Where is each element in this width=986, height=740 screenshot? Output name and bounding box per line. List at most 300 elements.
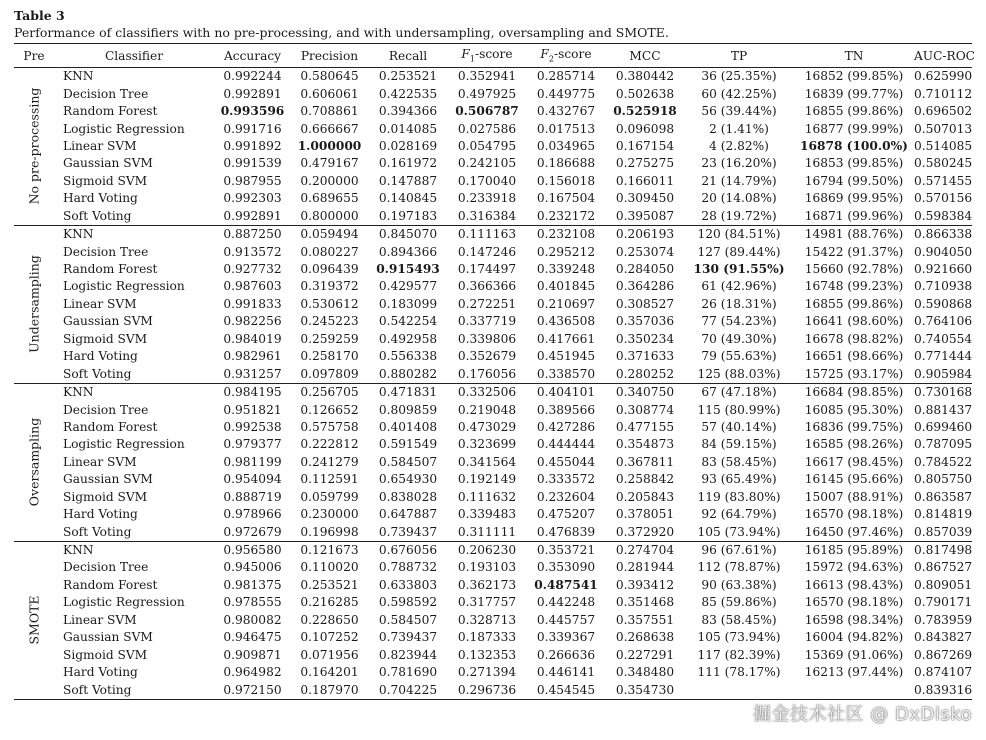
cell-tp: 111 (78.17%) xyxy=(697,665,781,680)
cell-f1-score: 0.147246 xyxy=(457,244,517,259)
cell-tp: 4 (2.82%) xyxy=(709,138,769,153)
cell-auc-roc: 0.867269 xyxy=(914,647,973,662)
cell-f2-score: 0.232172 xyxy=(536,208,596,223)
cell-accuracy: 0.992538 xyxy=(223,419,282,434)
cell-f1-score: 0.170040 xyxy=(457,173,517,188)
cell-mcc: 0.275275 xyxy=(615,156,675,171)
cell-mcc: 0.258842 xyxy=(615,472,675,487)
cell-tn: 16684 (98.85%) xyxy=(804,385,904,400)
cell-precision: 0.689655 xyxy=(300,191,359,206)
cell-f2-score: 0.186688 xyxy=(536,156,596,171)
cell-recall: 0.647887 xyxy=(378,507,438,522)
cell-recall: 0.598592 xyxy=(378,595,438,610)
cell-mcc: 0.274704 xyxy=(615,543,675,558)
cell-auc-roc: 0.839316 xyxy=(914,682,973,697)
cell-recall: 0.704225 xyxy=(378,682,438,697)
cell-recall: 0.584507 xyxy=(378,612,438,627)
cell-f1-score: 0.271394 xyxy=(457,665,517,680)
cell-f1-score: 0.111632 xyxy=(457,489,517,504)
table-row xyxy=(14,577,972,594)
cell-accuracy: 0.992303 xyxy=(223,191,282,206)
f1-base: F xyxy=(461,47,470,62)
cell-f2-score: 0.446141 xyxy=(536,665,596,680)
cell-auc-roc: 0.514085 xyxy=(914,138,973,153)
cell-accuracy: 0.982256 xyxy=(223,314,282,329)
cell-mcc: 0.477155 xyxy=(615,419,675,434)
header-classifier: Classifier xyxy=(104,48,164,63)
cell-precision: 0.258170 xyxy=(300,349,359,364)
cell-recall: 0.823944 xyxy=(378,647,438,662)
cell-precision: 0.121673 xyxy=(300,543,359,558)
cell-tp: 79 (55.63%) xyxy=(701,349,777,364)
cell-auc-roc: 0.866338 xyxy=(914,227,973,242)
cell-classifier: Random Forest xyxy=(63,262,158,277)
cell-f2-score: 0.338570 xyxy=(536,366,596,381)
cell-f1-score: 0.323699 xyxy=(457,437,517,452)
cell-tn: 16748 (99.23%) xyxy=(804,279,904,294)
cell-f1-score: 0.111163 xyxy=(457,227,517,242)
cell-precision: 0.530612 xyxy=(300,296,359,311)
cell-recall: 0.739437 xyxy=(378,630,438,645)
group-1 xyxy=(14,225,972,383)
cell-tp: 20 (14.08%) xyxy=(701,191,777,206)
cell-tn xyxy=(794,681,914,699)
table-row xyxy=(14,454,972,471)
cell-mcc: 0.364286 xyxy=(615,279,675,294)
cell-tn: 16185 (95.89%) xyxy=(804,543,904,558)
group-label-cell xyxy=(14,541,54,699)
cell-f1-score: 0.339483 xyxy=(457,507,517,522)
cell-tn: 16585 (98.26%) xyxy=(804,437,904,452)
cell-mcc: 0.308774 xyxy=(615,402,675,417)
table-row xyxy=(14,190,972,207)
cell-recall: 0.492958 xyxy=(378,331,438,346)
cell-precision: 0.164201 xyxy=(300,665,359,680)
cell-f2-score: 0.339367 xyxy=(536,630,596,645)
cell-f1-score: 0.187333 xyxy=(457,630,517,645)
cell-accuracy: 0.992891 xyxy=(223,86,282,101)
header-recall: Recall xyxy=(388,48,428,63)
cell-recall: 0.147887 xyxy=(378,173,438,188)
cell-precision: 0.126652 xyxy=(300,402,359,417)
cell-precision: 0.107252 xyxy=(300,630,359,645)
cell-auc-roc: 0.710938 xyxy=(914,279,973,294)
cell-f2-score: 0.353090 xyxy=(536,560,596,575)
cell-precision: 0.253521 xyxy=(300,577,359,592)
cell-mcc: 0.280252 xyxy=(615,366,675,381)
table-label: Table 3 xyxy=(14,8,65,23)
group-label: Oversampling xyxy=(26,418,42,507)
cell-mcc: 0.227291 xyxy=(615,647,675,662)
table-row xyxy=(14,173,972,190)
cell-auc-roc: 0.863587 xyxy=(914,489,973,504)
cell-classifier: Decision Tree xyxy=(63,402,149,417)
cell-precision: 0.666667 xyxy=(300,121,359,136)
cell-recall: 0.140845 xyxy=(378,191,438,206)
cell-f2-score: 0.451945 xyxy=(536,349,596,364)
watermark: 掘金技术社区 @ DxDlsko xyxy=(753,704,972,725)
cell-f2-score: 0.167504 xyxy=(536,191,596,206)
cell-accuracy: 0.979377 xyxy=(223,437,282,452)
cell-f2-score: 0.401845 xyxy=(536,279,596,294)
cell-f2-score: 0.449775 xyxy=(536,86,596,101)
cell-auc-roc: 0.783959 xyxy=(914,612,973,627)
group-label: SMOTE xyxy=(26,595,42,645)
cell-accuracy: 0.991833 xyxy=(223,296,282,311)
cell-tn: 16570 (98.18%) xyxy=(804,595,904,610)
cell-accuracy: 0.951821 xyxy=(223,402,282,417)
cell-classifier: Gaussian SVM xyxy=(63,472,153,487)
cell-tn: 16877 (99.99%) xyxy=(804,121,904,136)
group-label: Undersampling xyxy=(26,255,42,354)
cell-tp: 117 (82.39%) xyxy=(697,647,781,662)
cell-mcc: 0.395087 xyxy=(615,208,675,223)
cell-auc-roc: 0.843827 xyxy=(914,630,973,645)
cell-classifier: Decision Tree xyxy=(63,244,149,259)
cell-f1-score: 0.506787 xyxy=(455,104,519,119)
cell-f1-score: 0.206230 xyxy=(457,543,517,558)
cell-tp: 23 (16.20%) xyxy=(701,156,777,171)
header-precision: Precision xyxy=(300,48,359,63)
cell-tn: 16839 (99.77%) xyxy=(804,86,904,101)
cell-tp: 83 (58.45%) xyxy=(701,454,777,469)
cell-tn: 16678 (98.82%) xyxy=(804,331,904,346)
table-row xyxy=(14,243,972,260)
cell-tn: 16853 (99.85%) xyxy=(804,156,904,171)
cell-f2-score: 0.156018 xyxy=(536,173,596,188)
cell-recall: 0.781690 xyxy=(378,665,438,680)
cell-mcc: 0.371633 xyxy=(615,349,675,364)
cell-classifier: Linear SVM xyxy=(63,612,137,627)
cell-auc-roc: 0.571455 xyxy=(914,173,973,188)
cell-recall: 0.028169 xyxy=(378,138,438,153)
cell-tp: 90 (63.38%) xyxy=(701,577,777,592)
cell-mcc: 0.351468 xyxy=(615,595,675,610)
cell-f2-score: 0.436508 xyxy=(536,314,596,329)
f2-base: F xyxy=(540,47,549,62)
cell-auc-roc: 0.817498 xyxy=(914,543,973,558)
cell-tn: 16836 (99.75%) xyxy=(804,419,904,434)
cell-recall: 0.556338 xyxy=(378,349,438,364)
cell-auc-roc: 0.790171 xyxy=(914,595,973,610)
cell-accuracy: 0.931257 xyxy=(223,366,282,381)
table-row xyxy=(14,383,972,401)
cell-classifier: Logistic Regression xyxy=(63,121,185,136)
table-row xyxy=(14,664,972,681)
table-row xyxy=(14,68,972,86)
cell-tp: 26 (18.31%) xyxy=(701,296,777,311)
cell-mcc: 0.340750 xyxy=(615,385,675,400)
table-row xyxy=(14,436,972,453)
cell-classifier: Hard Voting xyxy=(63,507,138,522)
cell-classifier: KNN xyxy=(63,227,94,242)
cell-f1-score: 0.317757 xyxy=(457,595,517,610)
group-label-cell xyxy=(14,225,54,383)
cell-accuracy: 0.888719 xyxy=(223,489,282,504)
cell-precision: 0.222812 xyxy=(300,437,359,452)
cell-auc-roc: 0.814819 xyxy=(914,507,973,522)
cell-f2-score: 0.389566 xyxy=(536,402,596,417)
cell-auc-roc: 0.710112 xyxy=(914,86,973,101)
cell-tp: 77 (54.23%) xyxy=(701,314,777,329)
cell-f1-score: 0.352941 xyxy=(457,69,517,84)
cell-auc-roc: 0.730168 xyxy=(914,385,973,400)
cell-recall: 0.788732 xyxy=(378,560,438,575)
cell-f1-score: 0.132353 xyxy=(457,647,517,662)
cell-tp: 93 (65.49%) xyxy=(701,472,777,487)
header-mcc: MCC xyxy=(629,48,661,63)
cell-tp: 115 (80.99%) xyxy=(697,402,781,417)
cell-classifier: Gaussian SVM xyxy=(63,156,153,171)
cell-accuracy: 0.991716 xyxy=(223,121,282,136)
table-row xyxy=(14,506,972,523)
table-caption: Performance of classifiers with no pre-processing, and with undersampling, oversampling and SMOTE. xyxy=(14,25,669,40)
cell-recall: 0.401408 xyxy=(378,419,438,434)
cell-classifier: Soft Voting xyxy=(63,366,132,381)
cell-tp: 105 (73.94%) xyxy=(697,630,781,645)
cell-mcc: 0.380442 xyxy=(615,69,675,84)
cell-precision: 0.080227 xyxy=(300,244,359,259)
cell-precision: 0.228650 xyxy=(300,612,359,627)
cell-classifier: Sigmoid SVM xyxy=(63,331,148,346)
cell-precision: 0.059799 xyxy=(300,489,359,504)
cell-tp: 60 (42.25%) xyxy=(701,86,777,101)
cell-f2-score: 0.034965 xyxy=(536,138,596,153)
cell-f1-score: 0.341564 xyxy=(457,454,517,469)
cell-precision: 0.580645 xyxy=(300,69,359,84)
table-row xyxy=(14,296,972,313)
cell-mcc: 0.354730 xyxy=(615,682,675,697)
cell-tp: 92 (64.79%) xyxy=(701,507,777,522)
cell-f2-score: 0.454545 xyxy=(536,682,596,697)
cell-mcc: 0.167154 xyxy=(615,138,675,153)
cell-f1-score: 0.497925 xyxy=(457,86,517,101)
header-tn: TN xyxy=(844,48,864,63)
cell-auc-roc: 0.570156 xyxy=(914,191,973,206)
cell-f1-score: 0.233918 xyxy=(457,191,517,206)
cell-tn: 16450 (97.46%) xyxy=(804,524,904,539)
cell-auc-roc: 0.857039 xyxy=(914,524,973,539)
cell-mcc: 0.357551 xyxy=(615,612,675,627)
cell-mcc: 0.367811 xyxy=(615,454,675,469)
cell-tp: 70 (49.30%) xyxy=(701,331,777,346)
cell-accuracy: 0.992244 xyxy=(223,69,282,84)
cell-f1-score: 0.337719 xyxy=(457,314,517,329)
cell-accuracy: 0.984019 xyxy=(223,331,282,346)
table-row xyxy=(14,208,972,226)
cell-recall: 0.422535 xyxy=(378,86,438,101)
table-row xyxy=(14,155,972,172)
cell-recall: 0.183099 xyxy=(378,296,438,311)
table-row xyxy=(14,612,972,629)
table-row xyxy=(14,541,972,559)
table-row xyxy=(14,278,972,295)
cell-auc-roc: 0.874107 xyxy=(914,665,973,680)
cell-tp: 56 (39.44%) xyxy=(701,104,777,119)
cell-tn: 16613 (98.43%) xyxy=(804,577,904,592)
cell-f1-score: 0.219048 xyxy=(457,402,517,417)
cell-mcc: 0.357036 xyxy=(615,314,675,329)
cell-precision: 0.200000 xyxy=(300,173,359,188)
cell-tn: 16641 (98.60%) xyxy=(804,314,904,329)
cell-tp: 61 (42.96%) xyxy=(701,279,777,294)
cell-classifier: KNN xyxy=(63,543,94,558)
cell-tn: 16878 (100.0%) xyxy=(800,138,908,153)
cell-precision: 0.606061 xyxy=(300,86,359,101)
cell-precision: 0.196998 xyxy=(300,524,359,539)
cell-tp: 125 (88.03%) xyxy=(697,366,781,381)
cell-tp: 57 (40.14%) xyxy=(701,419,777,434)
table-row xyxy=(14,365,972,383)
cell-precision: 0.096439 xyxy=(300,262,359,277)
cell-auc-roc: 0.881437 xyxy=(914,402,973,417)
cell-mcc: 0.348480 xyxy=(615,665,675,680)
cell-recall: 0.542254 xyxy=(378,314,438,329)
cell-tn: 16794 (99.50%) xyxy=(804,173,904,188)
cell-tn: 16871 (99.96%) xyxy=(804,208,904,223)
cell-tp: 112 (78.87%) xyxy=(697,560,781,575)
header-auc-roc: AUC-ROC xyxy=(914,48,976,63)
cell-auc-roc: 0.787095 xyxy=(914,437,973,452)
cell-recall: 0.654930 xyxy=(378,472,438,487)
cell-mcc: 0.096098 xyxy=(615,121,675,136)
cell-tn: 15007 (88.91%) xyxy=(804,489,904,504)
cell-classifier: Random Forest xyxy=(63,577,158,592)
cell-accuracy: 0.987955 xyxy=(223,173,282,188)
cell-precision: 0.575758 xyxy=(300,419,359,434)
cell-tp: 119 (83.80%) xyxy=(697,489,781,504)
cell-tp: 127 (89.44%) xyxy=(697,244,781,259)
cell-classifier: Random Forest xyxy=(63,104,158,119)
cell-tn: 15660 (92.78%) xyxy=(804,262,904,277)
cell-tn: 16570 (98.18%) xyxy=(804,507,904,522)
cell-recall: 0.739437 xyxy=(378,524,438,539)
cell-accuracy: 0.992891 xyxy=(223,208,282,223)
cell-recall: 0.809859 xyxy=(378,402,438,417)
cell-precision: 1.000000 xyxy=(297,138,362,153)
cell-auc-roc: 0.696502 xyxy=(914,104,973,119)
table-row xyxy=(14,120,972,137)
cell-mcc: 0.525918 xyxy=(613,104,677,119)
f2-suffix: -score xyxy=(553,47,592,62)
cell-tn: 16213 (97.44%) xyxy=(804,665,904,680)
cell-auc-roc: 0.764106 xyxy=(914,314,973,329)
cell-mcc: 0.309450 xyxy=(615,191,675,206)
cell-auc-roc: 0.507013 xyxy=(914,121,973,136)
cell-tn: 16145 (95.66%) xyxy=(804,472,904,487)
cell-accuracy: 0.978555 xyxy=(223,595,282,610)
cell-classifier: Decision Tree xyxy=(63,560,149,575)
cell-tn: 14981 (88.76%) xyxy=(804,227,904,242)
cell-classifier: Soft Voting xyxy=(63,524,132,539)
cell-classifier: Soft Voting xyxy=(63,682,132,697)
cell-f2-score: 0.442248 xyxy=(536,595,596,610)
cell-f2-score: 0.476839 xyxy=(536,524,596,539)
cell-precision: 0.216285 xyxy=(300,595,359,610)
cell-f1-score: 0.366366 xyxy=(457,279,517,294)
header-tp: TP xyxy=(730,48,748,63)
cell-recall: 0.197183 xyxy=(378,208,438,223)
cell-precision: 0.241279 xyxy=(300,454,359,469)
cell-auc-roc: 0.784522 xyxy=(914,454,973,469)
cell-accuracy: 0.909871 xyxy=(223,647,282,662)
f1-sub: 1 xyxy=(469,54,475,64)
cell-f2-score: 0.333572 xyxy=(536,472,596,487)
cell-f2-score: 0.475207 xyxy=(536,507,596,522)
group-0 xyxy=(14,68,972,226)
cell-recall: 0.161972 xyxy=(378,156,438,171)
cell-f2-score: 0.232604 xyxy=(536,489,596,504)
cell-f1-score: 0.362173 xyxy=(457,577,517,592)
cell-mcc: 0.253074 xyxy=(615,244,675,259)
cell-f2-score: 0.339248 xyxy=(536,262,596,277)
cell-tn: 16617 (98.45%) xyxy=(804,454,904,469)
cell-auc-roc: 0.867527 xyxy=(914,560,973,575)
group-3 xyxy=(14,541,972,699)
cell-precision: 0.245223 xyxy=(300,314,359,329)
cell-f1-score: 0.272251 xyxy=(457,296,517,311)
cell-f1-score: 0.352679 xyxy=(457,349,517,364)
cell-accuracy: 0.980082 xyxy=(223,612,282,627)
table-row xyxy=(14,261,972,278)
cell-auc-roc: 0.699460 xyxy=(914,419,973,434)
cell-precision: 0.259259 xyxy=(300,331,359,346)
table-row xyxy=(14,471,972,488)
cell-tn: 16598 (98.34%) xyxy=(804,612,904,627)
table-row xyxy=(14,331,972,348)
cell-auc-roc: 0.740554 xyxy=(914,331,973,346)
cell-tp: 67 (47.18%) xyxy=(701,385,777,400)
cell-f1-score: 0.242105 xyxy=(457,156,517,171)
table-row xyxy=(14,646,972,663)
cell-tn: 16085 (95.30%) xyxy=(804,402,904,417)
cell-f2-score: 0.444444 xyxy=(536,437,596,452)
group-label-cell xyxy=(14,68,54,226)
f1-suffix: -score xyxy=(474,47,513,62)
cell-classifier: Gaussian SVM xyxy=(63,314,153,329)
table-header xyxy=(14,44,976,68)
cell-f1-score: 0.328713 xyxy=(457,612,517,627)
header-f2-score xyxy=(526,44,606,68)
cell-accuracy: 0.987603 xyxy=(223,279,282,294)
cell-f2-score: 0.285714 xyxy=(536,69,596,84)
cell-accuracy: 0.946475 xyxy=(223,630,282,645)
cell-f2-score: 0.232108 xyxy=(536,227,596,242)
table-row xyxy=(14,559,972,576)
cell-accuracy: 0.984195 xyxy=(223,385,282,400)
cell-accuracy: 0.956580 xyxy=(223,543,282,558)
cell-accuracy: 0.981375 xyxy=(223,577,282,592)
cell-recall: 0.845070 xyxy=(378,227,438,242)
results-table xyxy=(14,43,976,700)
cell-tn: 16651 (98.66%) xyxy=(804,349,904,364)
cell-precision: 0.479167 xyxy=(300,156,359,171)
table-row xyxy=(14,225,972,243)
cell-f1-score: 0.316384 xyxy=(457,208,517,223)
cell-tp: 96 (67.61%) xyxy=(701,543,777,558)
cell-precision: 0.112591 xyxy=(300,472,359,487)
cell-tp xyxy=(684,681,794,699)
cell-f1-score: 0.174497 xyxy=(457,262,517,277)
cell-classifier: Hard Voting xyxy=(63,665,138,680)
cell-mcc: 0.206193 xyxy=(615,227,675,242)
cell-f2-score: 0.445757 xyxy=(536,612,596,627)
cell-auc-roc: 0.580245 xyxy=(914,156,973,171)
cell-f1-score: 0.473029 xyxy=(457,419,517,434)
cell-auc-roc: 0.805750 xyxy=(914,472,973,487)
group-label-cell xyxy=(14,383,54,541)
cell-auc-roc: 0.905984 xyxy=(914,366,973,381)
